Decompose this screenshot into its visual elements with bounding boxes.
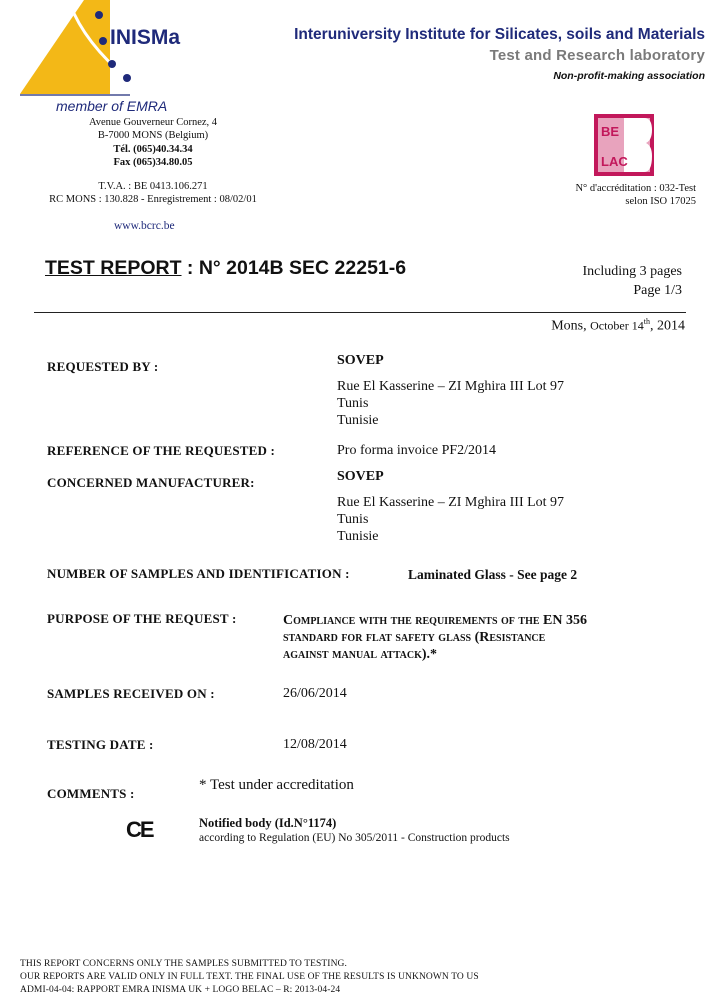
title-divider — [34, 312, 686, 313]
logo-name: INISMa — [110, 26, 181, 49]
regulation-text: according to Regulation (EU) No 305/2011 - Construction products — [199, 832, 510, 844]
accreditation-line2: selon ISO 17025 — [625, 196, 696, 207]
reference-label: REFERENCE OF THE REQUESTED : — [47, 443, 276, 458]
requested-by-address: Rue El Kasserine – ZI Mghira III Lot 97 — [337, 379, 565, 394]
website-link[interactable]: www.bcrc.be — [114, 220, 175, 232]
institute-subtitle: Test and Research laboratory — [489, 47, 705, 64]
requested-by-name: SOVEP — [337, 353, 384, 368]
page-info — [582, 262, 682, 300]
svg-text:BE: BE — [601, 124, 620, 139]
manufacturer-city: Tunis — [337, 512, 369, 527]
fax: Fax (065)34.80.05 — [113, 157, 193, 168]
date-month: October 14 — [590, 318, 644, 333]
purpose-line1: Compliance with the requirements of the EN 356 — [283, 613, 587, 628]
tva-number: T.V.A. : BE 0413.106.271 — [98, 181, 208, 192]
report-title — [45, 257, 406, 280]
samples-label: NUMBER OF SAMPLES AND IDENTIFICATION : — [47, 566, 350, 581]
purpose-line2: standard for flat safety glass (Resistance — [283, 630, 546, 645]
address-line1: Avenue Gouverneur Cornez, 4 — [88, 117, 218, 128]
testing-date-value: 12/08/2014 — [283, 737, 347, 752]
requested-by-country: Tunisie — [337, 413, 379, 428]
footer-line1: THIS REPORT CONCERNS ONLY THE SAMPLES SUBMITTED TO TESTING. — [20, 959, 347, 969]
comments-label: COMMENTS : — [47, 786, 135, 801]
date-year: , 2014 — [650, 318, 685, 334]
pages-total: Including 3 pages — [582, 264, 682, 279]
footer-line2: OUR REPORTS ARE VALID ONLY IN FULL TEXT. THE FINAL USE OF THE RESULTS IS UNKNOWN TO US — [20, 972, 479, 982]
samples-value: Laminated Glass - See page 2 — [408, 567, 578, 582]
page-number: Page 1/3 — [633, 283, 682, 298]
requested-by-city: Tunis — [337, 396, 369, 411]
accreditation-note: * Test under accreditation — [199, 777, 354, 793]
belac-logo — [594, 114, 654, 176]
purpose-line3: against manual attack).* — [283, 647, 438, 662]
member-of-emra: member of EMRA — [56, 98, 168, 114]
report-date — [551, 317, 685, 335]
institute-name: Interuniversity Institute for Silicates, soils and Materials — [294, 26, 705, 43]
address-line2: B-7000 MONS (Belgium) — [97, 130, 209, 141]
samples-received-label: SAMPLES RECEIVED ON : — [47, 686, 215, 701]
manufacturer-country: Tunisie — [337, 529, 379, 544]
title-label: TEST REPORT — [45, 257, 182, 279]
manufacturer-name: SOVEP — [337, 469, 384, 484]
purpose-label: PURPOSE OF THE REQUEST : — [47, 611, 237, 626]
samples-received-date: 26/06/2014 — [283, 686, 347, 701]
accreditation-number — [575, 182, 696, 208]
date-place: Mons, — [551, 318, 587, 334]
reference-value: Pro forma invoice PF2/2014 — [337, 443, 497, 458]
rc-registration: RC MONS : 130.828 - Enregistrement : 08/02/01 — [49, 194, 257, 205]
accreditation-line1: N° d'accréditation : 032-Test — [575, 183, 696, 194]
manufacturer-address: Rue El Kasserine – ZI Mghira III Lot 97 — [337, 495, 565, 510]
telephone: Tél. (065)40.34.34 — [113, 144, 193, 155]
inisma-logo — [0, 0, 200, 110]
title-number: : N° 2014B SEC 22251-6 — [181, 257, 407, 279]
testing-date-label: TESTING DATE : — [47, 737, 154, 752]
svg-text:LAC: LAC — [601, 154, 628, 169]
requested-by-label: REQUESTED BY : — [47, 359, 159, 374]
institute-status: Non-profit-making association — [553, 70, 705, 82]
notified-body: Notified body (Id.N°1174) — [199, 816, 337, 830]
ce-mark-icon: CE — [126, 817, 153, 842]
date-suffix: th — [643, 317, 650, 326]
footer-line3: ADMI-04-04: RAPPORT EMRA INISMA UK + LOGO BELAC – R: 2013-04-24 — [20, 985, 341, 995]
manufacturer-label: CONCERNED MANUFACTURER: — [47, 475, 255, 490]
